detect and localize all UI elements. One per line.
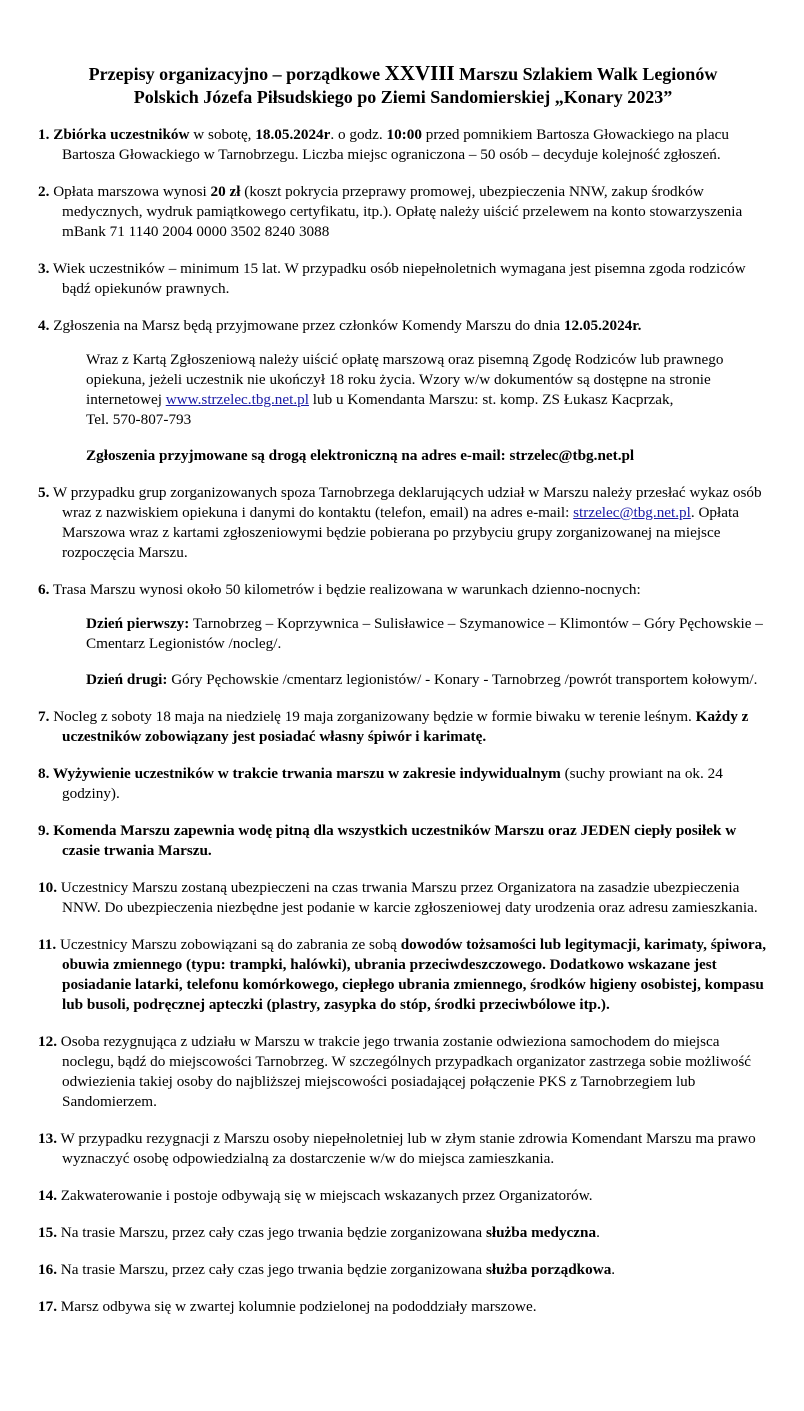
- rule-1-date: 18.05.2024r: [255, 126, 331, 143]
- rule-13: [38, 1129, 768, 1169]
- rule-3: [38, 259, 768, 299]
- day-1-route: Tarnobrzeg – Koprzywnica – Sulisławice – Szymanowice – Klimontów – Góry Pęchowskie – Cmentarz Legionistów /nocleg/.: [86, 615, 763, 652]
- title-edition: XXVIII: [384, 61, 455, 85]
- rule-4-phone: Tel. 570-807-793: [86, 411, 192, 428]
- rule-10: [38, 878, 768, 918]
- rule-number: 2.: [38, 183, 50, 200]
- rule-number: 14.: [38, 1187, 57, 1204]
- rule-number: 10.: [38, 879, 57, 896]
- rule-8-text: (suchy prowiant na ok. 24 godziny).: [62, 765, 723, 802]
- rule-4-p1-text-2: lub u Komendanta Marszu: st. komp. ZS Łukasz Kacprzak,: [308, 391, 674, 408]
- rule-7-text: Nocleg z soboty 18 maja na niedzielę 19 maja zorganizowany będzie w formie biwaku w terenie leśnym.: [49, 708, 696, 725]
- rule-1-bold-1: Zbiórka uczestników: [53, 126, 190, 143]
- rule-number: 11.: [38, 936, 57, 953]
- rule-number: 15.: [38, 1224, 57, 1241]
- rule-9-bold: Komenda Marszu zapewnia wodę pitną dla wszystkich uczestników Marszu oraz JEDEN ciepły posiłek w czasie trwania Marszu.: [49, 822, 737, 859]
- rule-5: [38, 483, 768, 563]
- rule-2-text-1: Opłata marszowa wynosi: [49, 183, 211, 200]
- rule-15: [38, 1223, 768, 1243]
- rule-2: [38, 182, 768, 242]
- rule-15-text-2: .: [596, 1224, 600, 1241]
- rule-5-text-2: . Opłata Marszowa wraz z kartami zgłoszeniowymi będzie pobierana po przybyciu grupy zorganizowanej na miejsce rozpoczęcia Marszu.: [62, 504, 739, 561]
- rule-8-bold: Wyżywienie uczestników w trakcie trwania marszu w zakresie indywidualnym: [49, 765, 561, 782]
- rule-1: [38, 125, 768, 165]
- rule-16-bold: służba porządkowa: [485, 1261, 612, 1278]
- rule-number: 12.: [38, 1033, 57, 1050]
- day-1-label: Dzień pierwszy:: [86, 615, 190, 632]
- rule-number: 16.: [38, 1261, 57, 1278]
- rule-number: 7.: [38, 708, 50, 725]
- rule-15-bold: służba medyczna: [485, 1224, 597, 1241]
- rule-4-paragraph-1: [86, 350, 768, 430]
- rule-number: 3.: [38, 260, 50, 277]
- rule-12-text: Osoba rezygnująca z udziału w Marszu w trakcie jego trwania zostanie odwieziona samochodem do miejsca noclegu, bądź do miejscowości Tarnobrzeg. W szczególnych przypadkach organizator zastrzega sobie możliwość odwiezienia takiej osoby do najbliższej miejscowości posiadającej połączenie PKS z Tarnobrzegiem lub Sandomierzem.: [56, 1033, 752, 1110]
- rule-number: 5.: [38, 484, 50, 501]
- title-line2: Polskich Józefa Piłsudskiego po Ziemi Sandomierskiej „Konary 2023”: [133, 87, 673, 107]
- rule-14-text: Zakwaterowanie i postoje odbywają się w miejscach wskazanych przez Organizatorów.: [56, 1187, 593, 1204]
- title-line1-c: Marszu Szlakiem Walk Legionów: [454, 64, 718, 84]
- rule-16-text-2: .: [611, 1261, 616, 1278]
- rule-number: 4.: [38, 317, 50, 334]
- rule-11-bold: dowodów tożsamości lub legitymacji, karimaty, śpiwora, obuwia zmiennego (typu: trampki, halówki), ubrania przeciwdeszczowego. Dodatkowo wskazane jest posiadanie latarki, telefonu komórkowego, ciepłego ubrania zmiennego, środków higieny osobistej, kompasu lub busoli, podręcznej apteczki (plastry, zasypka do stóp, środki przeciwbólowe itp.).: [62, 936, 767, 1013]
- rule-3-text: Wiek uczestników – minimum 15 lat. W przypadku osób niepełnoletnich wymagana jest pisemna zgoda rodziców bądź opiekunów prawnych.: [49, 260, 746, 297]
- rule-5-text-1: W przypadku grup zorganizowanych spoza Tarnobrzega deklarujących udział w Marszu należy przesłać wykaz osób wraz z nazwiskiem opiekuna i danymi do kontaktu (telefon, email) na adres e-mail:: [49, 484, 762, 521]
- rule-17: [38, 1297, 768, 1317]
- rule-2-text-2: (koszt pokrycia przeprawy promowej, ubezpieczenia NNW, zakup środków medycznych, wydruk pamiątkowego certyfikatu, itp.). Opłatę należy uiścić przelewem na konto stowarzyszenia mBank 71 1140 2004 0000 3502 8240 3088: [62, 183, 743, 240]
- rule-1-time: 10:00: [386, 126, 422, 143]
- rule-16: [38, 1260, 768, 1280]
- rule-number: 9.: [38, 822, 50, 839]
- rule-1-text-1: w sobotę,: [189, 126, 256, 143]
- rule-6: [38, 580, 768, 690]
- rule-number: 1.: [38, 126, 50, 143]
- day-2-route: Góry Pęchowskie /cmentarz legionistów/ - Konary - Tarnobrzeg /powrót transportem kołowym/.: [167, 671, 758, 688]
- rule-12: [38, 1032, 768, 1112]
- rule-13-text: W przypadku rezygnacji z Marszu osoby niepełnoletniej lub w złym stanie zdrowia Komendant Marszu ma prawo wyznaczyć osobę odpowiedzialną za dostarczenie w/w do miejsca zamieszkania.: [56, 1130, 756, 1167]
- website-link[interactable]: www.strzelec.tbg.net.pl: [165, 391, 309, 408]
- rule-4-deadline: 12.05.2024r.: [563, 317, 642, 334]
- rule-6-day-2: [86, 670, 768, 690]
- rule-11: [38, 935, 768, 1015]
- day-2-label: Dzień drugi:: [86, 671, 168, 688]
- rule-17-text: Marsz odbywa się w zwartej kolumnie podzielonej na pododdziały marszowe.: [56, 1298, 537, 1315]
- rule-4: [38, 316, 768, 466]
- rule-4-p1-text-1: Wraz z Kartą Zgłoszeniową należy uiścić opłatę marszową oraz pisemną Zgodę Rodziców lub prawnego opiekuna, jeżeli uczestnik nie ukończył 18 roku życia. Wzory w/w dokumentów są dostępne na stronie internetowej: [86, 351, 724, 408]
- rule-14: [38, 1186, 768, 1206]
- rule-2-fee: 20 zł: [210, 183, 241, 200]
- rule-1-text-2: . o godz.: [330, 126, 387, 143]
- rule-15-text-1: Na trasie Marszu, przez cały czas jego trwania będzie zorganizowana: [56, 1224, 486, 1241]
- rule-1-text-3: przed pomnikiem Bartosza Głowackiego na placu Bartosza Głowackiego w Tarnobrzegu. Liczba miejsc ograniczona – 50 osób – decyduje kolejność zgłoszeń.: [62, 126, 729, 163]
- rule-10-text: Uczestnicy Marszu zostaną ubezpieczeni na czas trwania Marszu przez Organizatora na zasadzie ubezpieczenia NNW. Do ubezpieczenia niezbędne jest podanie w karcie zgłoszeniowej daty urodzenia oraz adresu zamieszkania.: [56, 879, 758, 916]
- title-line1-a: Przepisy organizacyjno – porządkowe: [88, 64, 385, 84]
- rule-number: 13.: [38, 1130, 57, 1147]
- rule-9: [38, 821, 768, 861]
- rule-16-text-1: Na trasie Marszu, przez cały czas jego trwania będzie zorganizowana: [56, 1261, 486, 1278]
- rule-7-bold: Każdy z uczestników zobowiązany jest posiadać własny śpiwór i karimatę.: [62, 708, 749, 745]
- rule-11-text: Uczestnicy Marszu zobowiązani są do zabrania ze sobą: [56, 936, 401, 953]
- rule-8: [38, 764, 768, 804]
- rule-7: [38, 707, 768, 747]
- email-link[interactable]: strzelec@tbg.net.pl: [573, 504, 691, 521]
- rule-4-email-note: Zgłoszenia przyjmowane są drogą elektroniczną na adres e-mail: strzelec@tbg.net.pl: [86, 447, 635, 464]
- rule-number: 17.: [38, 1298, 57, 1315]
- document-title: [38, 62, 768, 109]
- rule-6-text: Trasa Marszu wynosi około 50 kilometrów i będzie realizowana w warunkach dzienno-nocnych:: [49, 581, 641, 598]
- rule-4-text-1: Zgłoszenia na Marsz będą przyjmowane przez członków Komendy Marszu do dnia: [49, 317, 564, 334]
- rule-number: 8.: [38, 765, 50, 782]
- rules-list: [38, 125, 768, 1317]
- rule-6-day-1: [86, 614, 768, 654]
- rule-number: 6.: [38, 581, 50, 598]
